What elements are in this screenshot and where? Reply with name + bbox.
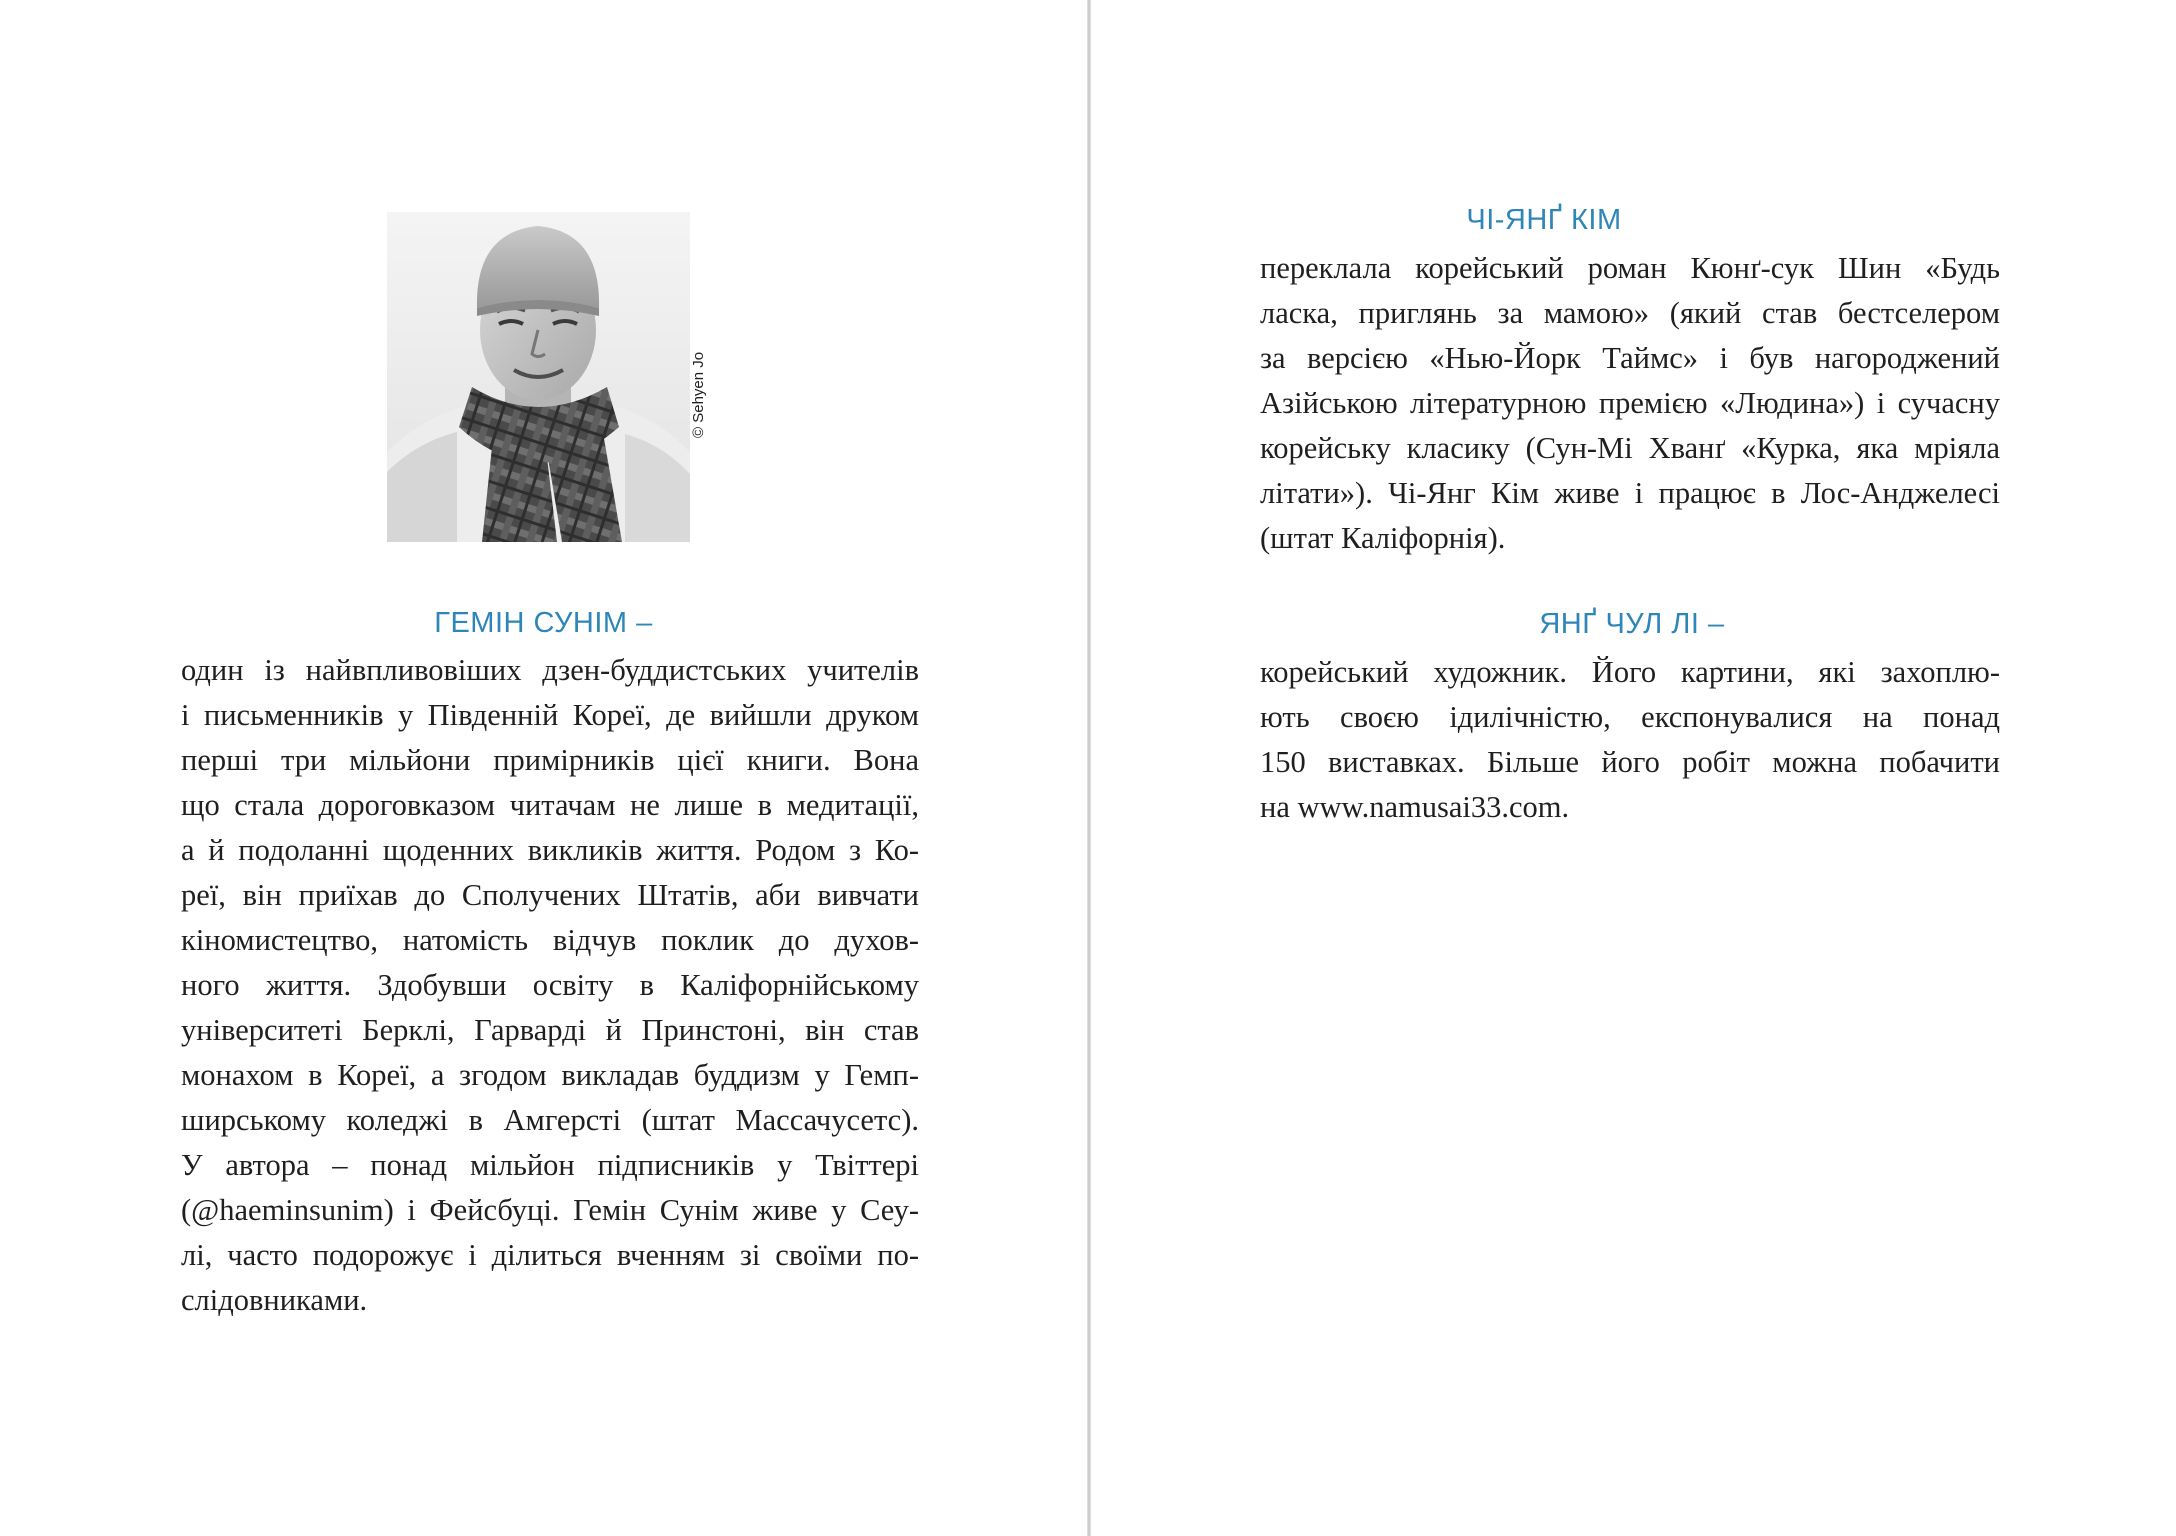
bio-line: один із найвпливовіших дзен-буддистських учителів (181, 653, 919, 687)
bio-line: ного життя. Здобувши освіту в Каліфорнійському (181, 968, 919, 1002)
bio-line: реї, він приїхав до Сполучених Штатів, аби вивчати (181, 878, 919, 912)
bio-line: університеті Берклі, Гарварді й Принстоні, він став (181, 1013, 919, 1047)
bio-line: монахом в Кореї, а згодом викладав буддизм у Гемп- (181, 1058, 919, 1092)
bio-line: літати»). Чі-Янг Кім живе і працює в Лос-Анджелесі (1260, 476, 2000, 510)
bio-line: ласка, приглянь за мамою» (який став бестселером (1260, 296, 2000, 330)
bio-line: 150 виставках. Більше його робіт можна побачити (1260, 745, 2000, 779)
bio-line: корейську класику (Сун-Мі Хванґ «Курка, яка мріяла (1260, 431, 2000, 465)
bio-line: У автора – понад мільйон підписників у Твіттері (181, 1148, 919, 1182)
translator-heading-text: ЧІ-ЯНҐ КІМ (1466, 204, 1622, 236)
author-bio (181, 648, 919, 1323)
photo-credit: © Sehyen Jo (690, 351, 707, 438)
author-portrait (387, 212, 690, 542)
bio-line: ють своєю ідилічністю, експонувалися на понад (1260, 700, 2000, 734)
bio-line: на www.namusai33.com. (1260, 790, 1570, 824)
bio-line: (штат Каліфорнія). (1260, 521, 1506, 555)
author-heading: ГЕМІН СУНІМ – (434, 607, 653, 639)
bio-line: (@haeminsunim) і Фейсбуці. Гемін Сунім живе у Сеу- (181, 1193, 919, 1227)
bio-line: кіномистецтво, натомість відчув поклик до духов- (181, 923, 919, 957)
illustrator-heading-text: ЯНҐ ЧУЛ ЛІ – (1539, 608, 1725, 640)
bio-line: що стала дороговказом читачам не лише в медитації, (181, 788, 919, 822)
bio-line: перші три мільйони примірників цієї книги. Вона (181, 743, 919, 777)
bio-line: Азійською літературною премією «Людина») і сучасну (1260, 386, 2000, 420)
bio-line: ширському коледжі в Амгерсті (штат Массачусетс). (181, 1103, 919, 1137)
illustrator-bio (1260, 650, 2000, 830)
bio-line: лі, часто подорожує і ділиться вченням зі своїми по- (181, 1238, 919, 1272)
bio-line: а й подоланні щоденних викликів життя. Родом з Ко- (181, 833, 919, 867)
bio-line: за версією «Нью-Йорк Таймс» і був нагороджений (1260, 341, 2000, 375)
bio-line: і письменників у Південній Кореї, де вийшли друком (181, 698, 919, 732)
translator-bio (1260, 246, 2000, 561)
bio-line: переклала корейський роман Кюнґ-сук Шин «Будь (1260, 251, 2000, 285)
bio-line: корейський художник. Його картини, які захоплю- (1260, 655, 2000, 689)
bio-line: слідовниками. (181, 1283, 368, 1317)
